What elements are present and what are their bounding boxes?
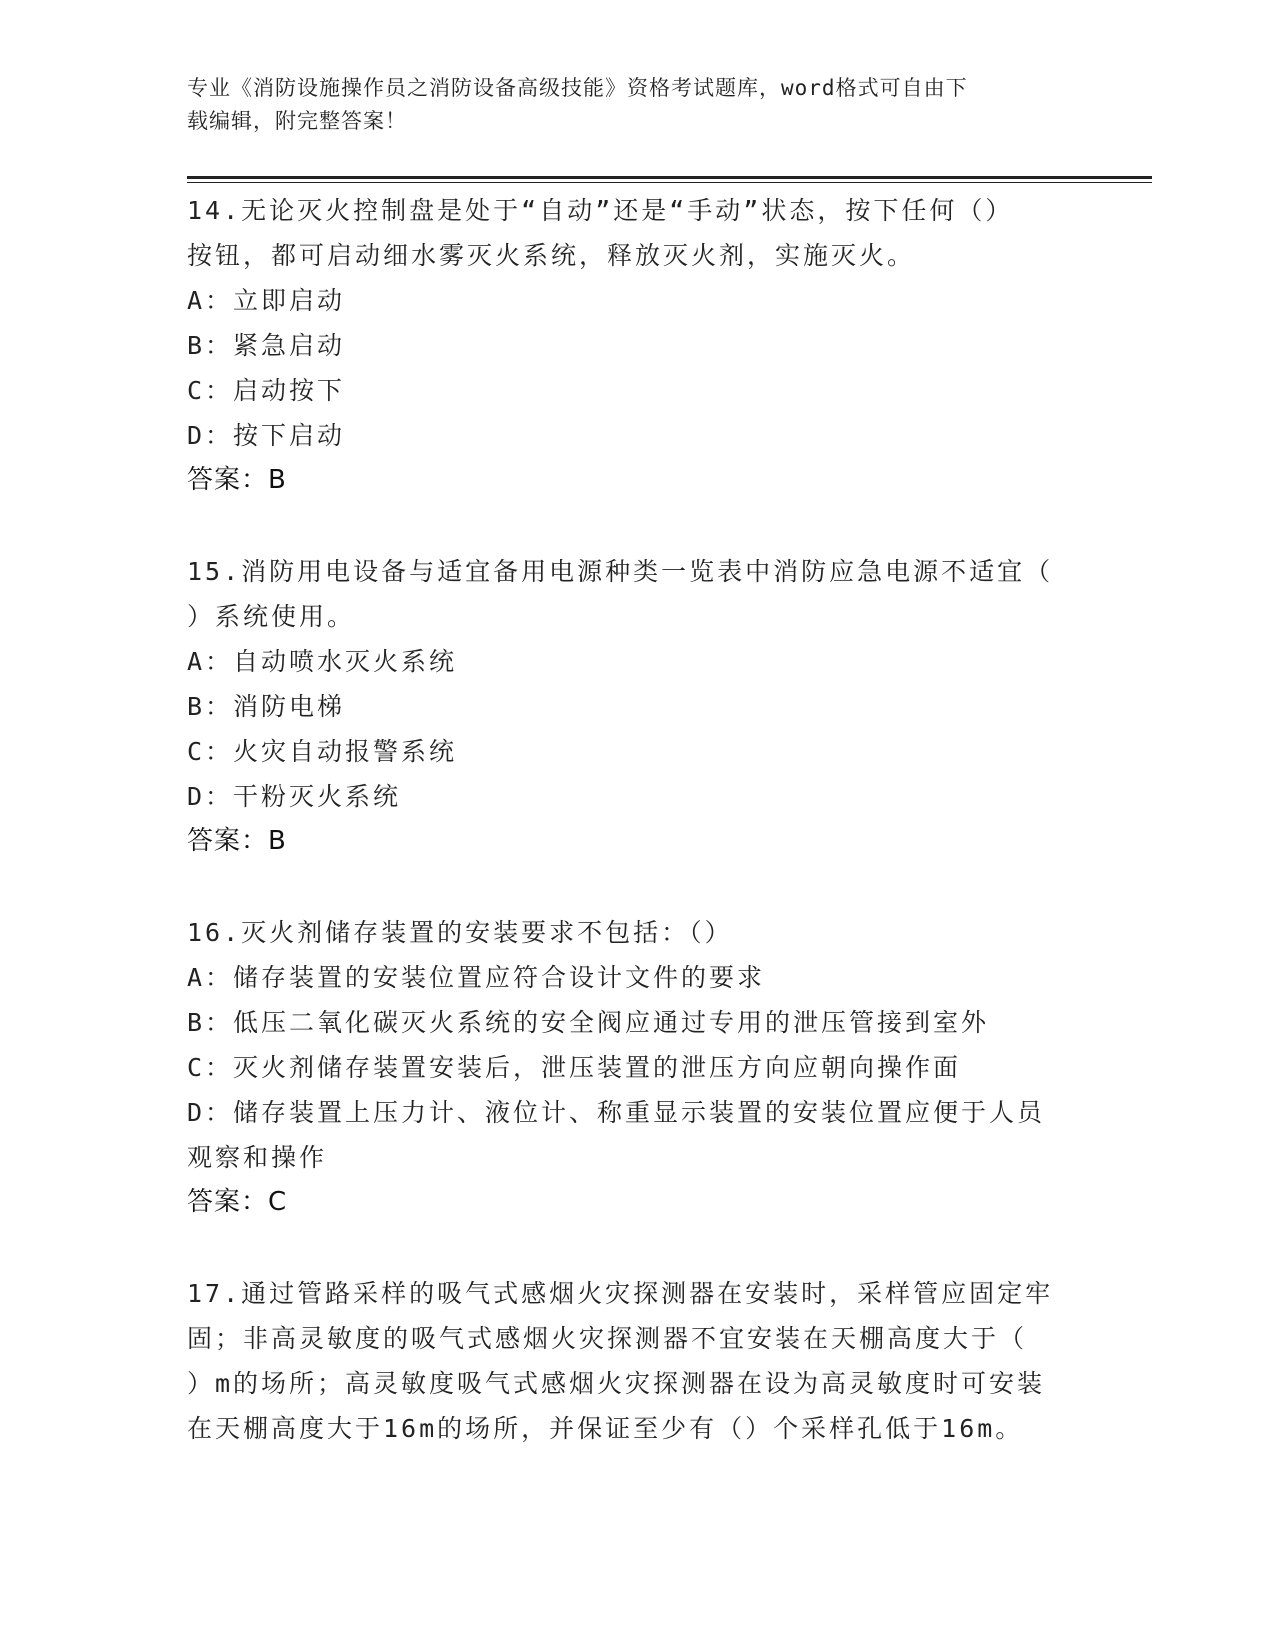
answer: 答案：B [187, 465, 287, 495]
question-list [187, 188, 1087, 1497]
question-16 [187, 910, 1087, 1225]
question-text-line: ）m的场所；高灵敏度吸气式感烟火灾探测器在设为高灵敏度时可安装 [187, 1369, 1046, 1398]
question-text-line: 在天棚高度大于16m的场所，并保证至少有（）个采样孔低于16m。 [187, 1414, 1024, 1443]
header-divider-thick [187, 176, 1152, 179]
option-a: A：自动喷水灭火系统 [187, 647, 458, 676]
option-b: B：紧急启动 [187, 331, 346, 360]
option-a: A：立即启动 [187, 286, 346, 315]
question-15 [187, 549, 1087, 864]
question-text-line: 16.灭火剂储存装置的安装要求不包括：（） [187, 918, 733, 947]
answer: 答案：C [187, 1187, 288, 1217]
option-c: C：灭火剂储存装置安装后，泄压装置的泄压方向应朝向操作面 [187, 1053, 962, 1082]
question-14 [187, 188, 1087, 503]
question-text-line: 14.无论灭火控制盘是处于“自动”还是“手动”状态，按下任何（） [187, 196, 1014, 225]
question-text-line: 固；非高灵敏度的吸气式感烟火灾探测器不宜安装在天棚高度大于（ [187, 1324, 1028, 1353]
option-c: C：火灾自动报警系统 [187, 737, 458, 766]
header-divider-thin [187, 182, 1152, 183]
option-b: B：低压二氧化碳灭火系统的安全阀应通过专用的泄压管接到室外 [187, 1008, 990, 1037]
option-d: D：干粉灭火系统 [187, 782, 402, 811]
question-17 [187, 1271, 1087, 1451]
question-text-line: ）系统使用。 [187, 602, 356, 631]
option-a: A：储存装置的安装位置应符合设计文件的要求 [187, 963, 766, 992]
question-text-line: 15.消防用电设备与适宜备用电源种类一览表中消防应急电源不适宜（ [187, 557, 1054, 586]
option-d-continuation: 观察和操作 [187, 1143, 328, 1172]
header-line-1: 专业《消防设施操作员之消防设备高级技能》资格考试题库，word格式可自由下 [187, 76, 968, 100]
document-header [187, 72, 1067, 138]
question-text-line: 17.通过管路采样的吸气式感烟火灾探测器在安装时，采样管应固定牢 [187, 1279, 1054, 1308]
answer: 答案：B [187, 826, 287, 856]
question-text-line: 按钮，都可启动细水雾灭火系统，释放灭火剂，实施灭火。 [187, 241, 916, 270]
option-d: D：储存装置上压力计、液位计、称重显示装置的安装位置应便于人员 [187, 1098, 1046, 1127]
option-c: C：启动按下 [187, 376, 346, 405]
option-d: D：按下启动 [187, 421, 346, 450]
option-b: B：消防电梯 [187, 692, 346, 721]
header-line-2: 载编辑，附完整答案！ [187, 109, 407, 133]
